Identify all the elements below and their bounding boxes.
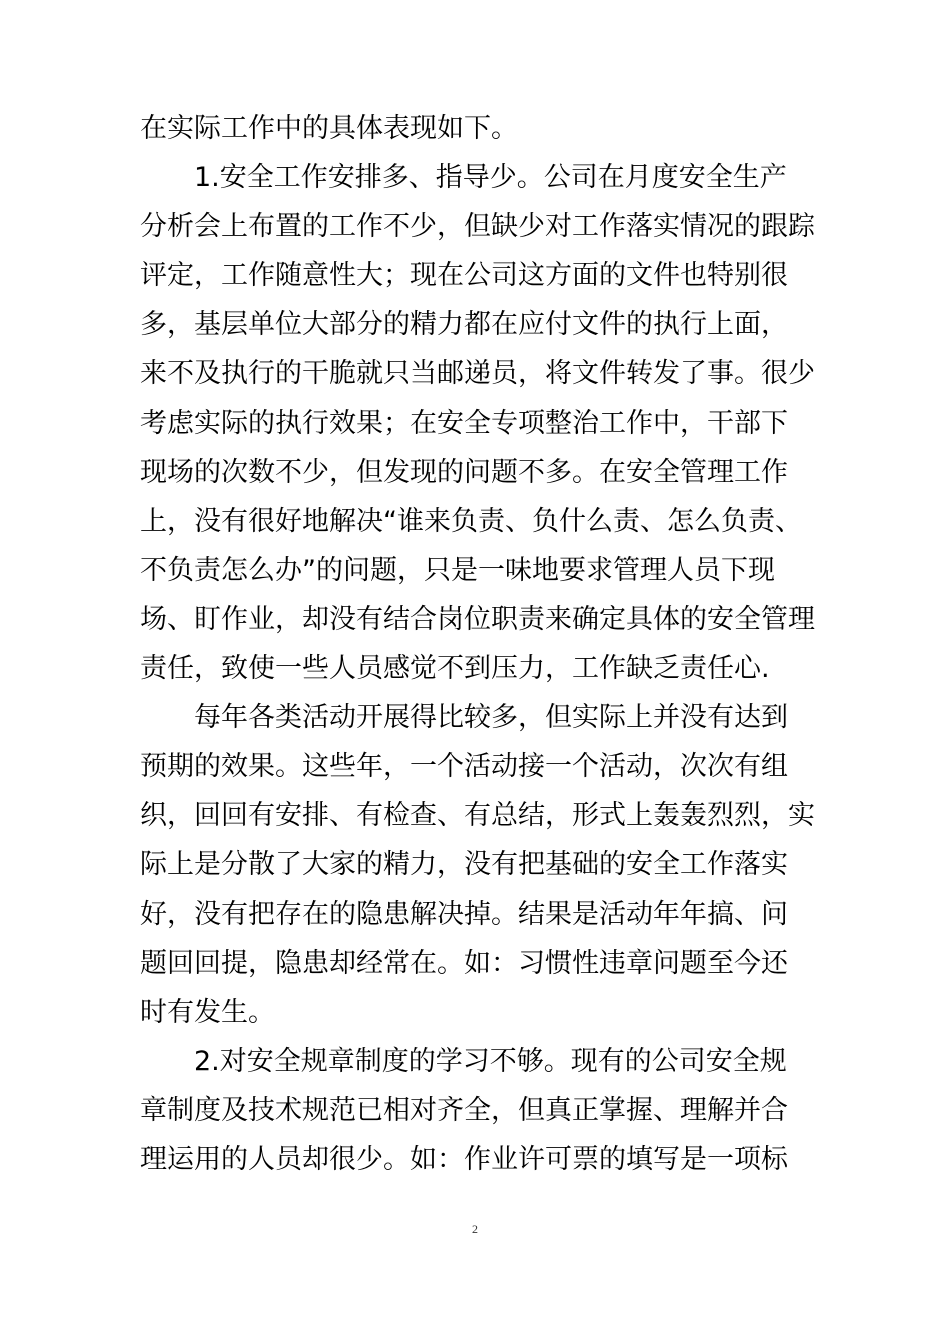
text-line: 责任，致使一些人员感觉不到压力，工作缺乏责任心. [140,653,770,685]
text-line: 时有发生。 [140,996,275,1028]
text-line: 分析会上布置的工作不少，但缺少对工作落实情况的跟踪 [140,211,815,243]
text-line: 2.对安全规章制度的学习不够。现有的公司安全规 [194,1045,787,1077]
text-line: 上，没有很好地解决“谁来负责、负什么责、怎么负责、 [140,505,802,537]
text-line: 评定，工作随意性大；现在公司这方面的文件也特别很 [140,260,788,292]
text-line: 场、盯作业，却没有结合岗位职责来确定具体的安全管理 [140,603,815,635]
text-line: 题回回提，隐患却经常在。如：习惯性违章问题至今还 [140,947,788,979]
text-line: 好，没有把存在的隐患解决掉。结果是活动年年搞、问 [140,898,788,930]
text-line: 每年各类活动开展得比较多，但实际上并没有达到 [194,702,788,734]
text-line: 章制度及技术规范已相对齐全，但真正掌握、理解并合 [140,1094,788,1126]
text-line: 多，基层单位大部分的精力都在应付文件的执行上面， [140,309,788,341]
text-line: 理运用的人员却很少。如：作业许可票的填写是一项标 [140,1143,788,1175]
body-text [140,104,830,1184]
text-line: 织，回回有安排、有检查、有总结，形式上轰轰烈烈，实 [140,800,815,832]
text-line: 预期的效果。这些年，一个活动接一个活动，次次有组 [140,751,788,783]
text-line: 在实际工作中的具体表现如下。 [140,113,518,144]
text-line: 1.安全工作安排多、指导少。公司在月度安全生产 [194,162,787,194]
text-line: 考虑实际的执行效果；在安全专项整治工作中，干部下 [140,407,788,439]
text-line: 现场的次数不少，但发现的问题不多。在安全管理工作 [140,456,788,488]
text-line: 际上是分散了大家的精力，没有把基础的安全工作落实 [140,849,788,881]
text-line: 不负责怎么办”的问题，只是一味地要求管理人员下现 [140,554,775,586]
text-line: 来不及执行的干脆就只当邮递员，将文件转发了事。很少 [140,358,815,390]
page-number: 2 [472,1222,478,1236]
